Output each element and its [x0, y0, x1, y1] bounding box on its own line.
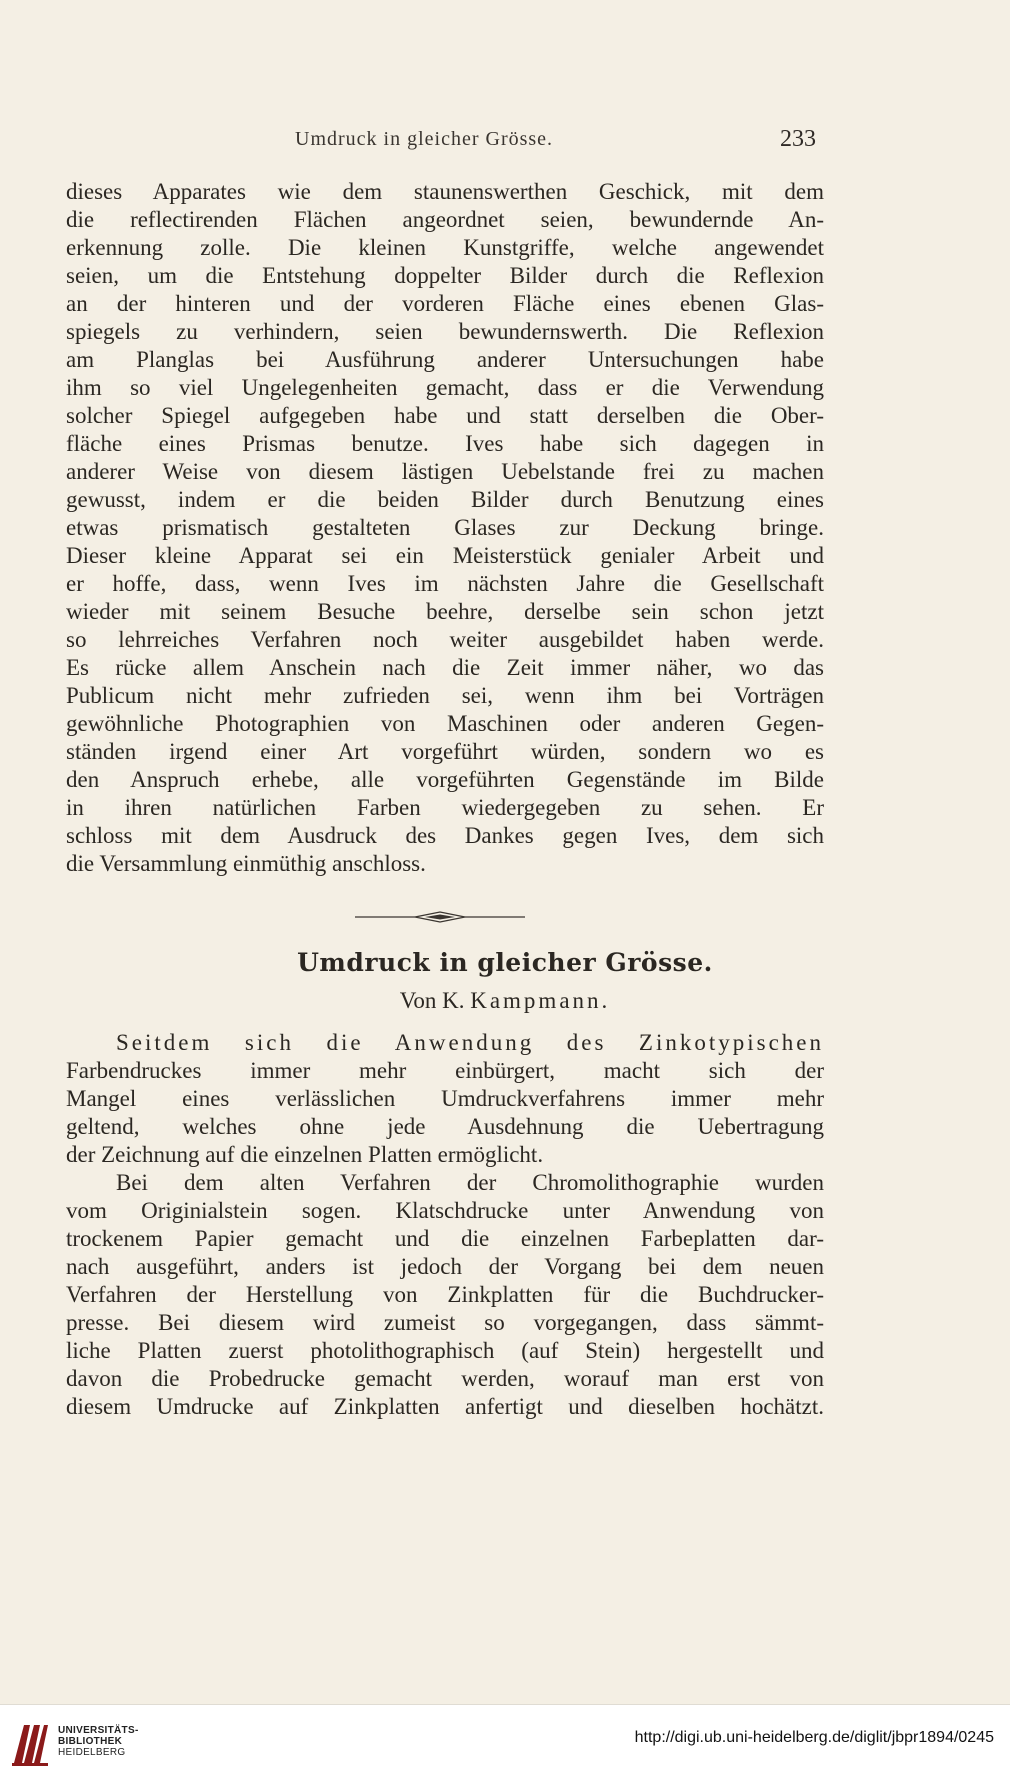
- university-library-logo-icon: [10, 1719, 50, 1769]
- text-line: Bei dem alten Verfahren der Chromolithographie wurden: [116, 1170, 824, 1195]
- text-line: Seitdem sich die Anwendung des Zinkotypischen: [116, 1030, 824, 1055]
- text-line: seien, um die Entstehung doppelter Bilder durch die Reflexion: [66, 263, 824, 288]
- text-line: so lehrreiches Verfahren noch weiter ausgebildet haben werde.: [66, 627, 824, 652]
- text-line: geltend, welches ohne jede Ausdehnung die Uebertragung: [66, 1114, 824, 1139]
- text-line: liche Platten zuerst photolithographisch (auf Stein) hergestellt und: [66, 1338, 824, 1363]
- text-line: gewusst, indem er die beiden Bilder durch Benutzung eines: [66, 487, 824, 512]
- library-name-line: UNIVERSITÄTS-: [58, 1725, 139, 1736]
- text-line: gewöhnliche Photographien von Maschinen oder anderen Gegen-: [66, 711, 824, 736]
- text-line: der Zeichnung auf die einzelnen Platten ermöglicht.: [66, 1142, 544, 1167]
- text-line: die Versammlung einmüthig anschloss.: [66, 851, 426, 876]
- text-line: nach ausgeführt, anders ist jedoch der Vorgang bei dem neuen: [66, 1254, 824, 1279]
- text-line: trockenem Papier gemacht und die einzelnen Farbeplatten dar-: [66, 1226, 824, 1251]
- text-line: fläche eines Prismas benutze. Ives habe sich dagegen in: [66, 431, 824, 456]
- text-line: anderer Weise von diesem lästigen Uebelstande frei zu machen: [66, 459, 824, 484]
- library-name-line: HEIDELBERG: [58, 1747, 126, 1758]
- running-title: Umdruck in gleicher Grösse.: [295, 128, 554, 150]
- text-line: vom Originialstein sogen. Klatschdrucke unter Anwendung von: [66, 1198, 824, 1223]
- text-line: den Anspruch erhebe, alle vorgeführten Gegenstände im Bilde: [66, 767, 824, 792]
- text-line: Dieser kleine Apparat sei ein Meisterstück genialer Arbeit und: [66, 543, 824, 568]
- text-line: Farbendruckes immer mehr einbürgert, macht sich der: [66, 1058, 824, 1083]
- text-line: am Planglas bei Ausführung anderer Untersuchungen habe: [66, 347, 824, 372]
- ornament-divider: [355, 910, 525, 924]
- source-url-link[interactable]: http://digi.ub.uni-heidelberg.de/diglit/jbpr1894/0245: [634, 1729, 994, 1746]
- text-line: Mangel eines verlässlichen Umdruckverfahrens immer mehr: [66, 1086, 824, 1111]
- footer-bar: [0, 1704, 1010, 1779]
- text-line: etwas prismatisch gestalteten Glases zur Deckung bringe.: [66, 515, 824, 540]
- text-line: erkennung zolle. Die kleinen Kunstgriffe, welche angewendet: [66, 235, 824, 260]
- text-line: schloss mit dem Ausdruck des Dankes gegen Ives, dem sich: [66, 823, 824, 848]
- text-line: dieses Apparates wie dem staunenswerthen Geschick, mit dem: [66, 179, 824, 204]
- byline-author: Kampmann.: [470, 988, 611, 1013]
- byline-prefix: Von K.: [399, 988, 465, 1013]
- text-line: Publicum nicht mehr zufrieden sei, wenn ihm bei Vorträgen: [66, 683, 824, 708]
- running-head: [0, 128, 1010, 158]
- library-name-line: BIBLIOTHEK: [58, 1736, 123, 1747]
- text-line: presse. Bei diesem wird zumeist so vorgegangen, dass sämmt-: [66, 1310, 824, 1335]
- text-line: davon die Probedrucke gemacht werden, worauf man erst von: [66, 1366, 824, 1391]
- text-line: wieder mit seinem Besuche beehre, derselbe sein schon jetzt: [66, 599, 824, 624]
- text-line: die reflectirenden Flächen angeordnet seien, bewundernde An-: [66, 207, 824, 232]
- text-line: Es rücke allem Anschein nach die Zeit immer näher, wo das: [66, 655, 824, 680]
- text-line: Verfahren der Herstellung von Zinkplatten für die Buchdrucker-: [66, 1282, 824, 1307]
- library-name: [58, 1725, 139, 1758]
- text-line: er hoffe, dass, wenn Ives im nächsten Jahre die Gesellschaft: [66, 571, 824, 596]
- text-line: in ihren natürlichen Farben wiedergegeben zu sehen. Er: [66, 795, 824, 820]
- text-line: diesem Umdrucke auf Zinkplatten anfertigt und dieselben hochätzt.: [66, 1394, 824, 1419]
- article-title: Umdruck in gleicher Grösse.: [297, 948, 713, 977]
- article-byline: [0, 988, 1010, 1014]
- text-line: ihm so viel Ungelegenheiten gemacht, dass er die Verwendung: [66, 375, 824, 400]
- text-line: an der hinteren und der vorderen Fläche eines ebenen Glas-: [66, 291, 824, 316]
- page-number: 233: [780, 126, 816, 152]
- text-line: ständen irgend einer Art vorgeführt würden, sondern wo es: [66, 739, 824, 764]
- text-line: solcher Spiegel aufgegeben habe und statt derselben die Ober-: [66, 403, 824, 428]
- text-line: spiegels zu verhindern, seien bewundernswerth. Die Reflexion: [66, 319, 824, 344]
